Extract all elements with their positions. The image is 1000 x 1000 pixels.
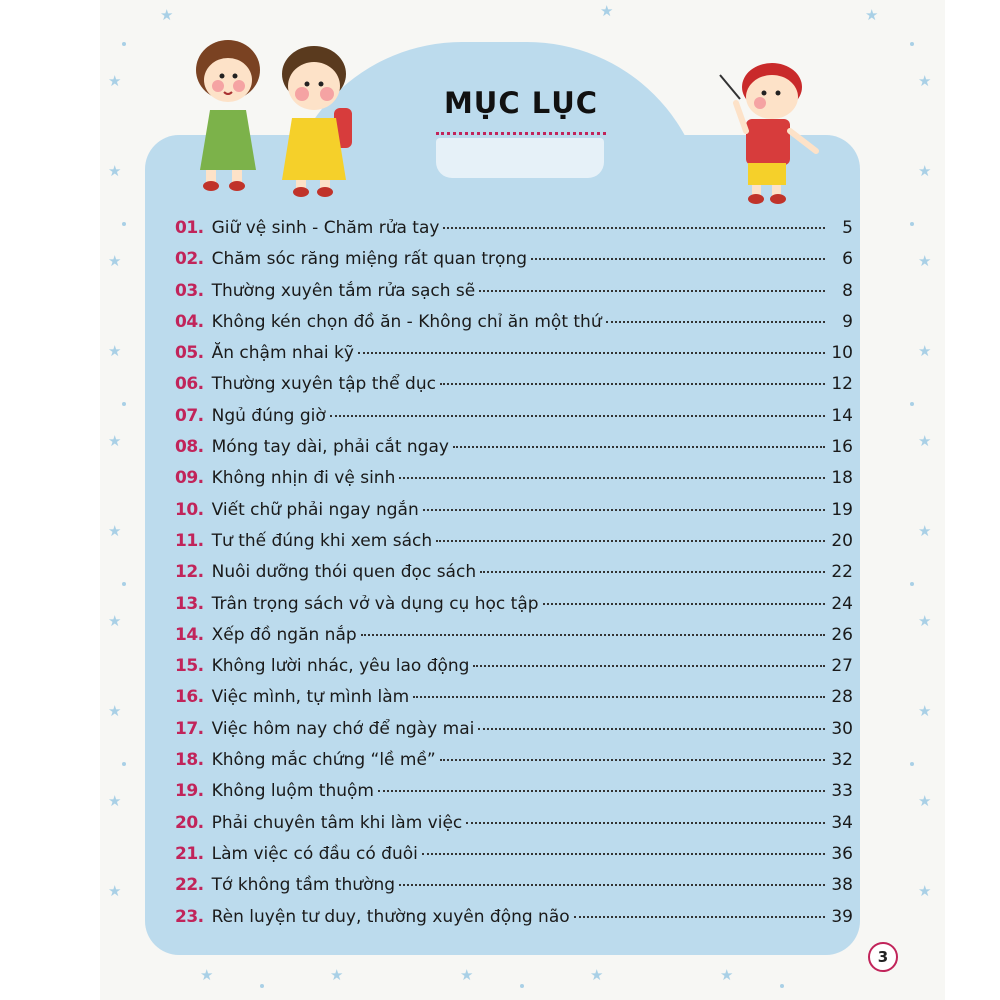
toc-entry	[175, 750, 853, 781]
toc-entry-title: Móng tay dài, phải cắt ngay	[211, 437, 449, 458]
toc-entry-number: 01.	[175, 218, 204, 238]
star-icon: ★	[200, 966, 214, 984]
star-icon: ★	[918, 162, 932, 180]
dotted-leader	[358, 352, 825, 354]
dot-icon	[910, 762, 914, 766]
dot-icon	[122, 582, 126, 586]
toc-entry-title: Không lười nhác, yêu lao động	[211, 656, 470, 677]
toc-entry	[175, 907, 853, 938]
toc-entry	[175, 468, 853, 499]
toc-entry-page: 28	[831, 687, 853, 708]
toc-entry-page: 19	[831, 499, 853, 520]
star-icon: ★	[918, 612, 932, 630]
dot-icon	[122, 762, 126, 766]
toc-entry	[175, 844, 853, 875]
toc-entry-title: Tư thế đúng khi xem sách	[211, 530, 433, 551]
toc-entry-title: Ngủ đúng giờ	[211, 405, 326, 426]
star-icon: ★	[108, 162, 122, 180]
star-icon: ★	[460, 966, 474, 984]
toc-entry-number: 06.	[175, 374, 204, 395]
dotted-leader	[466, 822, 825, 824]
toc-entry-title: Xếp đồ ngăn nắp	[211, 624, 357, 645]
toc-entry-page: 39	[831, 906, 853, 927]
toc-entry-number: 03.	[175, 280, 204, 301]
toc-entry-number: 20.	[175, 812, 204, 833]
toc-entry-title: Chăm sóc răng miệng rất quan trọng	[211, 249, 528, 270]
star-icon: ★	[590, 966, 604, 984]
toc-entry-title: Phải chuyên tâm khi làm việc	[211, 812, 463, 833]
title-label-box	[436, 138, 604, 178]
star-icon: ★	[918, 342, 932, 360]
toc-entry-title: Viết chữ phải ngay ngắn	[211, 499, 419, 520]
toc-entry-title: Thường xuyên tập thể dục	[211, 374, 436, 395]
toc-entry-page: 32	[831, 750, 853, 771]
toc-entry-title: Giữ vệ sinh - Chăm rửa tay	[211, 218, 440, 238]
dotted-leader	[413, 696, 825, 698]
toc-entry	[175, 437, 853, 468]
girl-yellow-illustration	[270, 38, 360, 198]
star-icon: ★	[108, 72, 122, 90]
toc-list	[175, 218, 853, 938]
star-icon: ★	[108, 612, 122, 630]
toc-entry-page: 30	[831, 718, 853, 739]
boy-pointing-illustration	[712, 55, 824, 205]
star-icon: ★	[918, 522, 932, 540]
toc-entry-title: Không kén chọn đồ ăn - Không chỉ ăn một thứ	[211, 311, 602, 332]
toc-entry	[175, 406, 853, 437]
toc-entry-number: 22.	[175, 875, 204, 896]
toc-entry	[175, 374, 853, 405]
page-number: 3	[868, 942, 898, 972]
star-icon: ★	[330, 966, 344, 984]
toc-entry-title: Việc mình, tự mình làm	[211, 687, 410, 708]
dot-icon	[122, 222, 126, 226]
dotted-leader	[436, 540, 825, 542]
toc-entry	[175, 625, 853, 656]
toc-entry-page: 26	[831, 624, 853, 645]
star-icon: ★	[918, 72, 932, 90]
star-icon: ★	[108, 702, 122, 720]
toc-entry	[175, 500, 853, 531]
dot-icon	[122, 402, 126, 406]
star-icon: ★	[108, 342, 122, 360]
toc-entry-page: 36	[831, 843, 853, 864]
toc-entry-number: 10.	[175, 499, 204, 520]
toc-entry	[175, 687, 853, 718]
dotted-leader	[440, 383, 825, 385]
dotted-leader	[423, 509, 825, 511]
dotted-leader	[478, 728, 825, 730]
toc-entry-number: 17.	[175, 718, 204, 739]
toc-entry-number: 23.	[175, 906, 204, 927]
toc-entry-number: 07.	[175, 405, 204, 426]
toc-entry-page: 10	[831, 343, 853, 364]
toc-entry-page: 20	[831, 530, 853, 551]
star-icon: ★	[865, 6, 879, 24]
dotted-leader	[399, 477, 825, 479]
star-icon: ★	[918, 432, 932, 450]
dot-icon	[910, 222, 914, 226]
dotted-leader	[443, 227, 825, 229]
star-icon: ★	[918, 792, 932, 810]
toc-entry	[175, 781, 853, 812]
toc-entry-title: Không luộm thuộm	[211, 781, 374, 802]
toc-entry	[175, 281, 853, 312]
star-icon: ★	[108, 432, 122, 450]
dot-icon	[780, 984, 784, 988]
toc-entry-title: Nuôi dưỡng thói quen đọc sách	[211, 562, 477, 583]
dotted-leader	[422, 853, 825, 855]
toc-entry-title: Không mắc chứng “lề mề”	[211, 750, 436, 771]
toc-entry-number: 14.	[175, 624, 204, 645]
toc-entry-number: 21.	[175, 843, 204, 864]
toc-entry-page: 16	[831, 437, 853, 458]
dotted-leader	[480, 571, 825, 573]
toc-entry-page: 6	[842, 249, 853, 270]
toc-entry	[175, 249, 853, 280]
toc-entry-page: 33	[831, 781, 853, 802]
toc-entry-page: 27	[831, 656, 853, 677]
toc-entry-number: 16.	[175, 687, 204, 708]
dotted-leader	[440, 759, 825, 761]
dot-icon	[910, 402, 914, 406]
toc-entry	[175, 813, 853, 844]
star-icon: ★	[600, 2, 614, 20]
toc-entry-number: 05.	[175, 343, 204, 364]
toc-entry	[175, 719, 853, 750]
toc-entry-page: 38	[831, 875, 853, 896]
toc-entry-page: 8	[842, 280, 853, 301]
toc-entry-title: Tớ không tầm thường	[211, 875, 396, 896]
toc-entry-title: Làm việc có đầu có đuôi	[211, 843, 418, 864]
toc-entry-title: Ăn chậm nhai kỹ	[211, 343, 354, 364]
dotted-leader	[479, 290, 825, 292]
toc-entry-number: 04.	[175, 311, 204, 332]
toc-entry-number: 09.	[175, 468, 204, 489]
dotted-leader	[330, 415, 825, 417]
toc-entry-page: 22	[831, 562, 853, 583]
dot-icon	[260, 984, 264, 988]
toc-entry-title: Thường xuyên tắm rửa sạch sẽ	[211, 280, 476, 301]
toc-entry	[175, 594, 853, 625]
star-icon: ★	[918, 702, 932, 720]
star-icon: ★	[918, 252, 932, 270]
dotted-leader	[399, 884, 825, 886]
title-dotted-divider	[436, 132, 606, 135]
toc-entry-page: 14	[831, 405, 853, 426]
dot-icon	[910, 582, 914, 586]
toc-entry-title: Trân trọng sách vở và dụng cụ học tập	[211, 593, 539, 614]
toc-entry-number: 19.	[175, 781, 204, 802]
star-icon: ★	[108, 252, 122, 270]
dotted-leader	[361, 634, 825, 636]
dotted-leader	[606, 321, 825, 323]
star-icon: ★	[918, 882, 932, 900]
toc-entry	[175, 562, 853, 593]
dotted-leader	[378, 790, 825, 792]
dotted-leader	[453, 446, 825, 448]
toc-entry-number: 15.	[175, 656, 204, 677]
toc-entry-page: 5	[842, 218, 853, 238]
toc-entry-number: 12.	[175, 562, 204, 583]
star-icon: ★	[108, 882, 122, 900]
toc-entry-number: 11.	[175, 530, 204, 551]
star-icon: ★	[108, 792, 122, 810]
toc-entry-page: 9	[842, 311, 853, 332]
dot-icon	[910, 42, 914, 46]
toc-entry	[175, 531, 853, 562]
toc-entry-title: Không nhịn đi vệ sinh	[211, 468, 396, 489]
toc-entry-number: 13.	[175, 593, 204, 614]
toc-entry-page: 18	[831, 468, 853, 489]
toc-entry-title: Việc hôm nay chớ để ngày mai	[211, 718, 475, 739]
toc-entry-number: 08.	[175, 437, 204, 458]
girl-green-illustration	[190, 32, 270, 192]
dotted-leader	[543, 603, 825, 605]
toc-entry	[175, 312, 853, 343]
star-icon: ★	[108, 522, 122, 540]
dotted-leader	[473, 665, 825, 667]
toc-entry	[175, 343, 853, 374]
dotted-leader	[574, 916, 825, 918]
star-icon: ★	[160, 6, 174, 24]
toc-entry-number: 18.	[175, 750, 204, 771]
star-icon: ★	[720, 966, 734, 984]
dot-icon	[122, 42, 126, 46]
toc-entry-number: 02.	[175, 249, 204, 270]
toc-entry-page: 12	[831, 374, 853, 395]
page-title: MỤC LỤC	[443, 86, 599, 120]
toc-entry	[175, 656, 853, 687]
toc-entry	[175, 218, 853, 249]
toc-entry-page: 24	[831, 593, 853, 614]
dot-icon	[520, 984, 524, 988]
dotted-leader	[531, 258, 825, 260]
toc-entry-title: Rèn luyện tư duy, thường xuyên động não	[211, 906, 570, 927]
toc-entry-page: 34	[831, 812, 853, 833]
toc-entry	[175, 875, 853, 906]
